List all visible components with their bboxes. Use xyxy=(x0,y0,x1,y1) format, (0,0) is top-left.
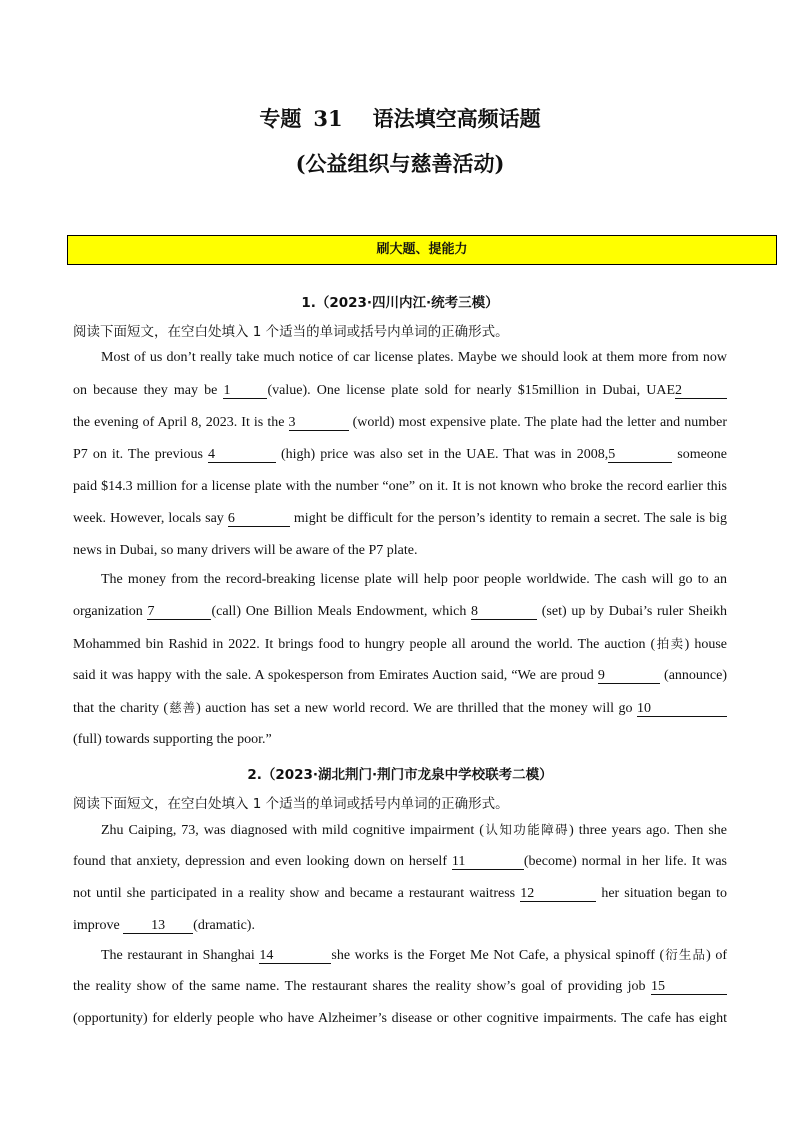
blank-10[interactable]: 10 xyxy=(637,701,727,717)
title-number: 31 xyxy=(313,106,343,131)
blank-14[interactable]: 14 xyxy=(259,948,331,964)
blank-11[interactable]: 11 xyxy=(452,854,524,870)
blank-7[interactable]: 7 xyxy=(147,604,211,620)
blank-2[interactable]: 2 xyxy=(675,383,727,399)
q1-line-5: paid $14.3 million for a license plate with the number “one” on it. It is not known who broke the record earlier this xyxy=(73,479,727,494)
blank-3[interactable]: 3 xyxy=(289,415,349,431)
q1-line-6: week. However, locals say 6 might be difficult for the person’s identity to remain a secret. The sale is big xyxy=(73,511,727,526)
q1-line-4: P7 on it. The previous 4 (high) price was also set in the UAE. That was in 2008,5 someone xyxy=(73,447,728,462)
page-subtitle: (公益组织与慈善活动) xyxy=(295,151,505,176)
title-prefix: 专题 xyxy=(259,106,302,131)
q2-line-2: found that anxiety, depression and even looking down on herself 11 (become) normal in her life. It was xyxy=(73,854,728,869)
blank-8[interactable]: 8 xyxy=(471,604,537,620)
question-2-instruction: 阅读下面短文，在空白处填入 1 个适当的单词或括号内单词的正确形式。 xyxy=(73,796,509,812)
q1-line-7: news in Dubai, so many drivers will be aware of the P7 plate. xyxy=(73,543,418,558)
q2-line-5: The restaurant in Shanghai 14 she works is the Forget Me Not Cafe, a physical spinoff (衍生品) of xyxy=(101,947,728,963)
question-1-instruction: 阅读下面短文，在空白处填入 1 个适当的单词或括号内单词的正确形式。 xyxy=(73,324,509,340)
q2-line-1: Zhu Caiping, 73, was diagnosed with mild cognitive impairment (认知功能障碍) three years ago. Then she xyxy=(101,822,727,838)
blank-9[interactable]: 9 xyxy=(598,668,660,684)
q2-line-6: the reality show of the same name. The restaurant shares the reality show’s goal of providing job 15 xyxy=(73,977,727,997)
q1-line-10: Mohammed bin Rashid in 2022. It brings food to hungry people all around the world. The auction (拍卖) house xyxy=(73,636,727,652)
q1-line-8: The money from the record-breaking license plate will help poor people worldwide. The cash will go to an xyxy=(101,572,727,587)
q1-line-13: (full) towards supporting the poor.” xyxy=(73,732,272,747)
title-main: 语法填空高频话题 xyxy=(372,106,541,131)
q1-line-12: that the charity (慈善) auction has set a new world record. We are thrilled that the money will go 10 xyxy=(73,698,727,719)
page-title xyxy=(0,103,800,133)
q1-line-2: on because they may be 1 (value). One license plate sold for nearly $15million in Dubai, UAE2 xyxy=(73,381,727,401)
blank-15[interactable]: 15 xyxy=(651,979,727,995)
question-2-heading: 2.（2023·湖北荆门·荆门市龙泉中学校联考二模） xyxy=(247,767,553,783)
q1-line-9: organization 7 (call) One Billion Meals Endowment, which 8 (set) up by Dubai’s ruler Sheikh xyxy=(73,604,728,619)
section-banner: 刷大题、提能力 xyxy=(67,235,777,265)
q1-line-11: said it was happy with the sale. A spokesperson from Emirates Auction said, “We are proud 9 (announce) xyxy=(73,668,727,683)
blank-1[interactable]: 1 xyxy=(223,383,267,399)
q1-line-3: the evening of April 8, 2023. It is the 3 (world) most expensive plate. The plate had the letter and number xyxy=(73,415,727,430)
q2-line-3: not until she participated in a reality show and became a restaurant waitress 12 her situation began to xyxy=(73,886,728,901)
question-1-heading: 1.（2023·四川内江·统考三模） xyxy=(301,295,499,311)
blank-4[interactable]: 4 xyxy=(208,447,276,463)
blank-6[interactable]: 6 xyxy=(228,511,290,527)
blank-12[interactable]: 12 xyxy=(520,886,596,902)
blank-13[interactable]: 13 xyxy=(123,918,193,934)
q1-line-1: Most of us don’t really take much notice of car license plates. Maybe we should look at them more from now xyxy=(101,350,727,365)
blank-5[interactable]: 5 xyxy=(608,447,672,463)
q2-line-7: (opportunity) for elderly people who have Alzheimer’s disease or other cognitive impairments. The cafe has eight xyxy=(73,1011,727,1026)
q2-line-4: improve 13 (dramatic). xyxy=(73,918,255,933)
